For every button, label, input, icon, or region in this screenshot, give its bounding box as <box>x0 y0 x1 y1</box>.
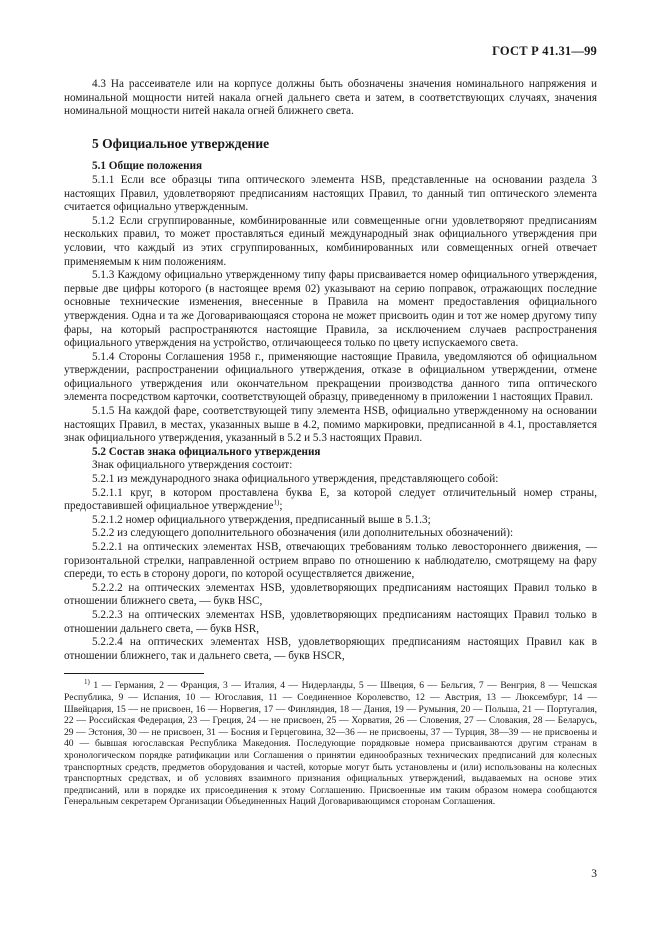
paragraph-5-1-5: 5.1.5 На каждой фаре, соответствующей типу элемента HSB, официально утвержденному на основании настоящих Правил, в местах, указанных выше в 4.2, помимо маркировки, предписанной в 4.1, проставляется знак официального утверждения, указанный в 5.2 и 5.3 настоящих Правил. <box>64 405 597 445</box>
paragraph-5-2-1-1 <box>64 487 597 514</box>
paragraph-5-2-2-2: 5.2.2.2 на оптических элементах HSB, удовлетворяющих предписаниям настоящих Правил только в отношении ближнего света, — букв HSC, <box>64 581 597 608</box>
paragraph-5-2-1-2: 5.2.1.2 номер официального утверждения, предписанный выше в 5.1.3; <box>92 513 431 526</box>
subsection-5-2-title: 5.2 Состав знака официального утверждения <box>92 445 321 458</box>
paragraph-5-1-3: 5.1.3 Каждому официально утвержденному типу фары присваивается номер официального утверждения, первые две цифры которого (в настоящее время 02) указывают на серию поправок, отражающих последние основные технические изменения, внесенные в Правила на момент предоставления официального утверждения. Одна и та же Договаривающаяся сторона не может присвоить один и тот же номер другому типу фары, на который распространяются настоящие Правила, за исключением случаев распространения официального утверждения на устройство, отличающееся только по цвету испускаемого света. <box>64 269 597 350</box>
footnote-mark: 1) <box>84 678 90 687</box>
section-5-title: 5 Официальное утверждение <box>92 135 270 151</box>
footnote <box>64 680 597 808</box>
paragraph-5-2-intro: Знак официального утверждения состоит: <box>92 459 293 472</box>
paragraph-5-2-1-1-text: 5.2.1.1 круг, в котором проставлена буква E, за которой следует отличительный номер страны, предоставившей официальное утверждение <box>64 486 597 513</box>
paragraph-4-3: 4.3 На рассеивателе или на корпусе должны быть обозначены значения номинального напряжения и номинальной мощности нитей накала огней дальнего света и затем, в соответствующих случаях, значения номинальной мощности нитей накала огней ближнего света. <box>64 78 597 118</box>
footnote-reference: 1) <box>273 498 280 507</box>
paragraph-5-2-1: 5.2.1 из международного знака официального утверждения, представляющего собой: <box>92 473 499 486</box>
paragraph-5-1-1: 5.1.1 Если все образцы типа оптического элемента HSB, представленные на основании раздела 3 настоящих Правил, удовлетворяют предписаниям настоящих Правил, то данный тип оптического элемента считается официально утвержденным. <box>64 173 597 214</box>
footnote-text: 1 — Германия, 2 — Франция, 3 — Италия, 4 — Нидерланды, 5 — Швеция, 6 — Бельгия, 7 — Венгрия, 8 — Чешская Республика, 9 — Испания, 10 — Югославия, 11 — Соединенное Королевство, 12 — Австрия, 13 — Люксембург, 14 — Швейцария, 15 — не присвоен, 16 — Норвегия, 17 — Финляндия, 18 — Дания, 19 — Румыния, 20 — Польша, 21 — Португалия, 22 — Российская Федерация, 23 — Греция, 24 — не присвоен, 25 — Хорватия, 26 — Словения, 27 — Словакия, 28 — Беларусь, 29 — Эстония, 30 — не присвоен, 31 — Босния и Герцеговина, 32—36 — не присвоены, 37 — Турция, 38—39 — не присвоены и 40 — бывшая югославская Республика Македония. Последующие порядковые номера присваиваются другим странам в хронологическом порядке ратификации или Соглашения о принятии единообразных технических предписаний для колесных транспортных средств, предметов оборудования и частей, которые могут быть установлены и (или) использованы на колесных транспортных средствах, и об условиях взаимного признания официальных утверждений, выдаваемых на основе этих предписаний, или в порядке их присоединения к этому Соглашению. Присвоенные им таким образом номера сообщаются Генеральным секретарем Организации Объединенных Наций Договаривающимся сторонам Соглашения. <box>64 680 597 808</box>
paragraph-5-2-2-3: 5.2.2.3 на оптических элементах HSB, удовлетворяющих предписаниям настоящих Правил только в отношении дальнего света, — букв HSR, <box>64 608 597 635</box>
footnote-divider <box>64 673 204 674</box>
paragraph-5-2-1-1-end: ; <box>279 500 283 513</box>
paragraph-5-1-2: 5.1.2 Если сгруппированные, комбинированные или совмещенные огни удовлетворяют предписаниям нескольких правил, то может проставляться единый международный знак официального утверждения при условии, что каждый из этих сгруппированных, комбинированных или совмещенных огней отвечает применяемым к ним положениям. <box>64 214 597 268</box>
paragraph-5-2-2-1: 5.2.2.1 на оптических элементах HSB, отвечающих требованиям только левостороннего движения, — горизонтальной стрелки, направленной острием вправо по отношению к наблюдателю, смотрящему на фару спереди, то есть в сторону дороги, по которой осуществляется движение, <box>64 541 597 581</box>
document-body <box>64 78 597 808</box>
subsection-5-1-title: 5.1 Общие положения <box>92 160 203 173</box>
paragraph-5-2-2-4: 5.2.2.4 на оптических элементах HSB, удовлетворяющих предписаниям настоящих Правил как в отношении ближнего, так и дальнего света, — букв HSCR, <box>64 636 597 662</box>
paragraph-5-2-2: 5.2.2 из следующего дополнительного обозначения (или дополнительных обозначений): <box>92 527 514 540</box>
page-number: 3 <box>591 868 597 880</box>
paragraph-5-1-4: 5.1.4 Стороны Соглашения 1958 г., применяющие настоящие Правила, уведомляются об официальном утверждении, распространении официального утверждения, отказе в официальном утверждении, отмене официального утверждения или окончательном прекращении производства данного типа оптического элемента посредством карточки, соответствующей образцу, приведенному в приложении 1 настоящих Правил. <box>64 350 597 404</box>
standard-header: ГОСТ Р 41.31—99 <box>492 44 597 58</box>
